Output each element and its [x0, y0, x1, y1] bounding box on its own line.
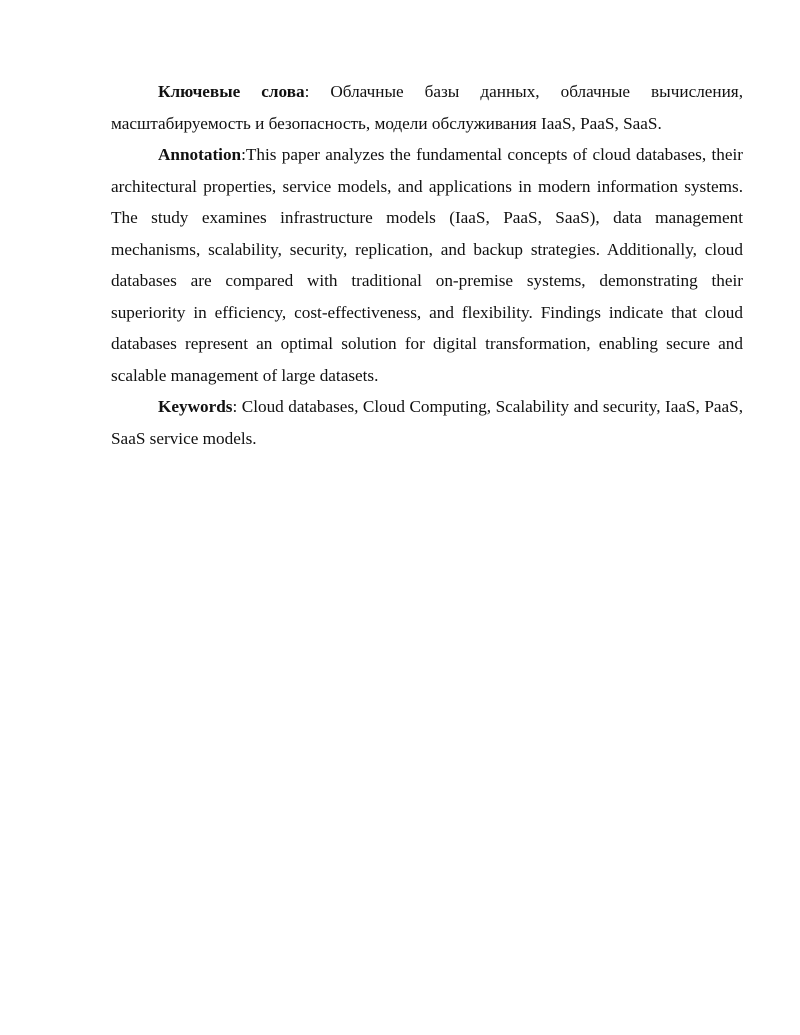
annotation-paragraph	[111, 139, 743, 391]
annotation-text: :This paper analyzes the fundamental concepts of cloud databases, their architectural properties, service models, and applications in modern information systems. The study examines infrastructure models (IaaS, PaaS, SaaS), data management mechanisms, scalability, security, replication, and backup strategies. Additionally, cloud databases are compared with traditional on-premise systems, demonstrating their superiority in efficiency, cost-effectiveness, and flexibility. Findings indicate that cloud databases represent an optimal solution for digital transformation, enabling secure and scalable management of large datasets.	[111, 145, 743, 385]
russian-keywords-label: Ключевые слова	[158, 82, 305, 101]
russian-keywords-text: : Облачные базы данных, облачные вычисления, масштабируемость и безопасность, модели обслуживания IaaS, PaaS, SaaS.	[111, 82, 743, 133]
annotation-label: Annotation	[158, 145, 242, 164]
english-keywords-label: Keywords	[158, 397, 233, 416]
russian-keywords-paragraph	[111, 76, 743, 139]
english-keywords-text: : Cloud databases, Cloud Computing, Scalability and security, IaaS, PaaS, SaaS service models.	[111, 397, 743, 448]
page-content	[111, 76, 743, 454]
english-keywords-paragraph	[111, 391, 743, 454]
